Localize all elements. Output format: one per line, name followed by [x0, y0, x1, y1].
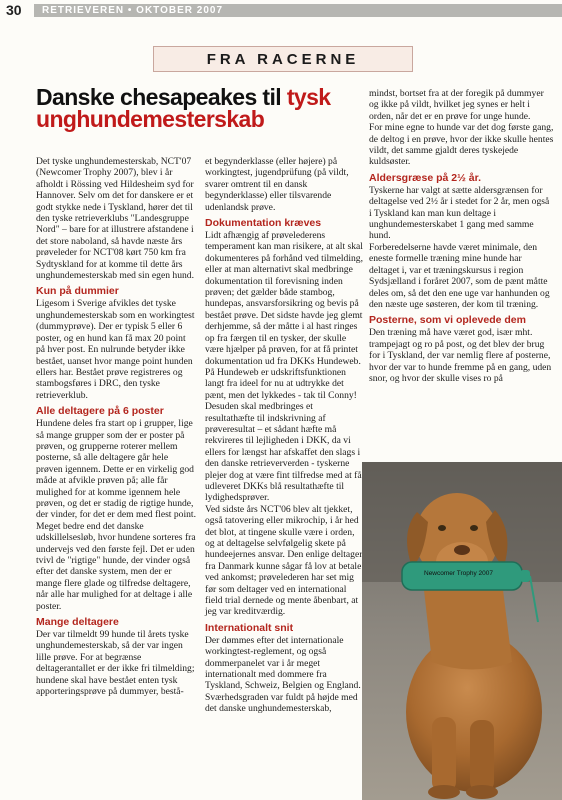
- paragraph: mindst, bortset fra at der foregik på dummyer og ikke på vildt, hvilket jeg synes er helt i orden, når det er en prøve for unge hunde.: [369, 88, 544, 122]
- paragraph: Ved sidste års NCT'06 blev alt tjekket, også tatovering eller mikrochip, i år hed det blot, at tingene skulle være i orden, og at deltagelse selvfølgelig skete på hundeejernes ansvar. Den enlige deltager fra Danmark kunne sågar få lov at betale ved ankomst; prøvelederen har set mig før som deltager ved en international field trial dernede og mente åbenbart, at jeg var kreditværdig.: [205, 503, 363, 618]
- dog-photo: [362, 462, 562, 800]
- paragraph: Ligesom i Sverige afvikles det tyske unghundemesterskab som en workingtest (dummyprøve). Der er typisk 5 eller 6 poster, og en hund kan få max 20 point på hver post. En nulrunde betyder ikke bestået, uanset hvor mange point hunden ellers har. Bestået prøve registreres og stambogsføres i DRC, den tyske retrieverklub.: [36, 298, 195, 401]
- subhead-dokumentation: Dokumentation kræves: [205, 217, 322, 230]
- paragraph: Forberedelserne havde været minimale, den eneste formelle træning mine hunde har deltaget i, var et træningskursus i region Sydsjælland i foråret 2007, som de pænt måtte deles om, så det den ene uge var hanhunden og den næste uge søsteren, der kom til træning.: [369, 241, 550, 310]
- section-label: FRA RACERNE: [206, 50, 360, 68]
- section-banner: [153, 46, 413, 72]
- subhead-kun-paa-dummier: Kun på dummier: [36, 285, 119, 298]
- running-title: RETRIEVEREN • OKTOBER 2007: [42, 5, 224, 16]
- paragraph: Lidt afhængig af prøvelederens temperament kan man risikere, at alt skal dokumenteres på forhånd ved tilmelding, eller at man alternativt skal medbringe dokumentation til forevisning inden prøven; det gælder både stambog, hundepas, ansvarsforsikring og bevis på bestået prøve. Det sidste havde jeg glemt derhjemme, så der måtte i al hast ringes op fra færgen til en tysker, der skulle være hjælper på prøven, for at få printet dokumentation ud fra DKKs Hundeweb. På Hundeweb er udskriftsfunktionen langt fra ideel for nu at udtrykke det pænt, men det lykkedes - tak til Conny!: [205, 230, 363, 401]
- paragraph: Der dømmes efter det internationale workingtest-reglement, og også dommerpanelet var i år meget internationalt med dommere fra Tyskland, Schweiz, Belgien og England. Sværhedsgraden var fuldt på højde med det danske unghundemesterskab,: [205, 634, 361, 715]
- page-number: 30: [6, 2, 22, 18]
- headline-part-1: Danske chesapeakes til: [36, 84, 287, 110]
- headline-part-2: tysk: [286, 84, 331, 110]
- paragraph: Der var tilmeldt 99 hunde til årets tyske unghundemesterskab, så der var ingen lille prøve. For at begrænse deltagerantallet er der ikke fri tilmelding; hundene skal have bestået enten tysk apporteringsprøve på dummyer, bestå-: [36, 629, 195, 698]
- subhead-alle-deltagere: Alle deltagere på 6 poster: [36, 405, 164, 418]
- column-2: [205, 156, 363, 715]
- dummy-label: Newcomer Trophy 2007: [424, 570, 494, 577]
- subhead-internationalt-snit: Internationalt snit: [205, 621, 294, 634]
- intro-paragraph: Det tyske unghundemesterskab, NCT'07 (Newcomer Trophy 2007), blev i år afholdt i Rössing ved Hildesheim syd for Hannover. Selv om det for danskere er et godt stykke nede i Tyskland, hører det til den tyske retrieverklubs "Landesgruppe Nord" – bare for at illustrere afstandene i det store naboland, så havde næste års prøveleder for NCT'08 kørt 750 km fra Sydtyskland for at komme til dette års unghundemesterskab med sin egen hund.: [36, 156, 194, 282]
- article-headline: [36, 86, 366, 130]
- headline-part-3: unghundemesterskab: [36, 106, 265, 132]
- paragraph: Tyskerne har valgt at sætte aldersgrænsen for deltagelse ved 2½ år i stedet for 2 år, men også i Tyskland kan man kun deltage i unghundemesterskabet 1 gang med samme hund.: [369, 184, 550, 242]
- paragraph: Desuden skal medbringes et resultathæfte til indskrivning af prøveresultat – et sådant hæfte må rekvireres til lejligheden i DKK, da vi ellers for længst har afskaffet den slags i den danske retrieververden - tyskerne plejer dog at være fint tilfredse med at få udleveret DKKs blå resultathæfte til lydighedsprøver.: [205, 401, 362, 504]
- paragraph: et begynderklasse (eller højere) på workingtest, jugendprüfung (på vildt, svarer omtrent til en dansk begynderklasse) eller tilsvarende udenlandsk prøve.: [205, 156, 349, 213]
- paragraph: For mine egne to hunde var det dog første gang, de deltog i en prøve, hvor der ikke skulle hentes vildt, det samme gjaldt deres tyskejede kuldsøster.: [369, 122, 554, 168]
- subhead-mange-deltagere: Mange deltagere: [36, 616, 119, 629]
- column-1: [36, 156, 196, 697]
- subhead-posterne: Posterne, som vi oplevede dem: [369, 314, 526, 327]
- chesapeake-dog-illustration: [362, 462, 562, 800]
- page-header: [0, 0, 562, 20]
- paragraph: Meget bedre end det danske udskillelsesløb, hvor hundene sorteres fra undervejs ved den første fejl. Det er uden tvivl de "rigtige" hunde, der vinder også efter det danske system, men der er mange flere glade og tilfredse deltagere, når alle har mulighed for at deltage i alle poster.: [36, 520, 196, 612]
- subhead-aldersgraense: Aldersgræse på 2½ år.: [369, 171, 482, 184]
- paragraph: Hundene deles fra start op i grupper, lige så mange grupper som der er poster på prøven, og grupperne roterer mellem posterne, så alle deltagere går hele prøven igennem. Dette er en virkelig god måde at afvikle prøven på; alle får mulighed for at komme igennem hele prøven, og det er stadig de rigtige hunde, der vinder, for det er dem med flest point.: [36, 418, 196, 521]
- paragraph: Den træning må have været god, især mht. trampejagt og ro på post, og det blev der brug for i Tyskland, der var nemlig flere af posterne, hvor der var to hunde fremme på en gang, uden snor, og hvor der skulle vises ro på: [369, 327, 552, 384]
- column-3: [369, 88, 554, 384]
